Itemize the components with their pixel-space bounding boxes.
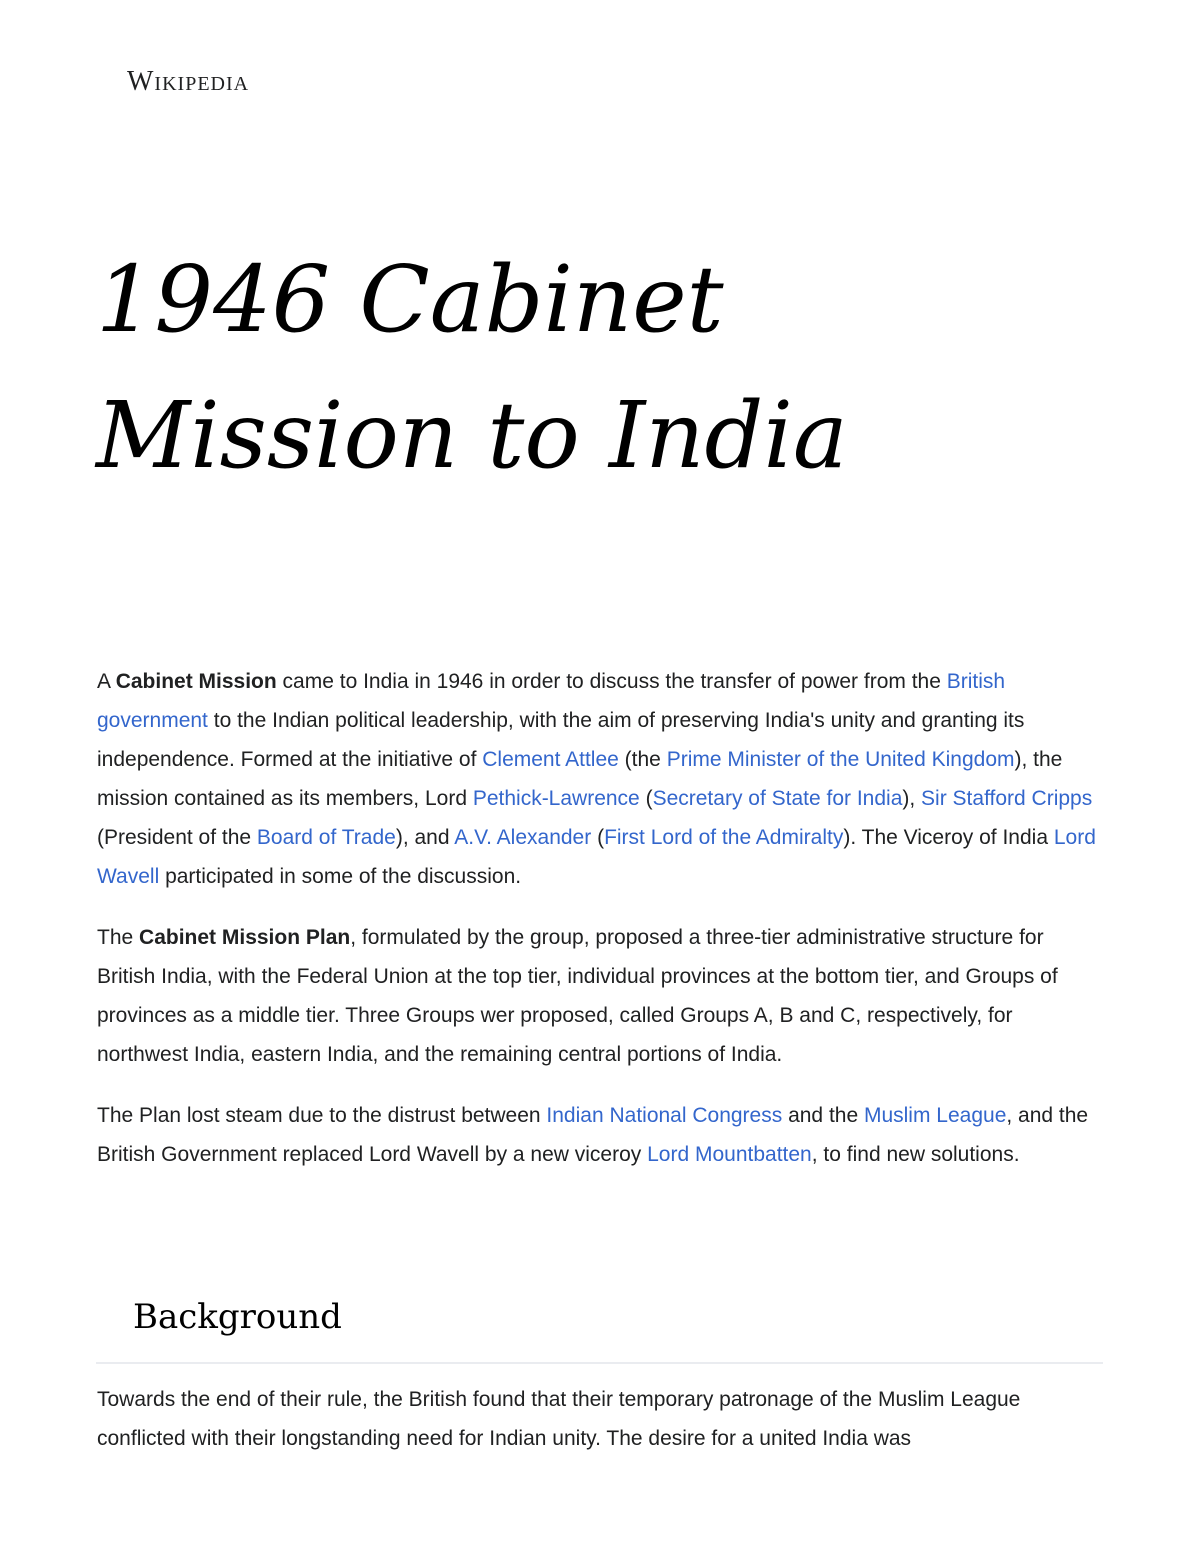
intro-paragraph-1: A Cabinet Mission came to India in 1946 in order to discuss the transfer of power from the British government to the Indian political leadership, with the aim of preserving India's unity and granting its independence. Formed at the initiative of Clement Attlee (the Prime Minister of the United Kingdom), the mission contained as its members, Lord Pethick-Lawrence (Secretary of State for India), Sir Stafford Cripps (President of the Board of Trade), and A.V. Alexander (First Lord of the Admiralty). The Viceroy of India Lord Wavell participated in some of the discussion.	[97, 670, 1096, 888]
link-stafford-cripps[interactable]: Sir Stafford Cripps	[921, 787, 1093, 810]
link-muslim-league[interactable]: Muslim League	[863, 1104, 1007, 1127]
link-indian-national-congress[interactable]: Indian National Congress	[546, 1104, 783, 1127]
link-board-of-trade[interactable]: Board of Trade	[256, 826, 396, 849]
link-lord-mountbatten[interactable]: Lord Mountbatten	[647, 1143, 812, 1166]
link-secretary-of-state-india[interactable]: Secretary of State for India	[652, 787, 903, 810]
intro-paragraph-3: The Plan lost steam due to the distrust between Indian National Congress and the Muslim League, and the British Government replaced Lord Wavell by a new viceroy Lord Mountbatten, to find new solutions.	[97, 1104, 1089, 1166]
background-paragraph-1: Towards the end of their rule, the British found that their temporary patronage of the Muslim League conflicted with their longstanding need for Indian unity. The desire for a united India was	[97, 1388, 1021, 1450]
section-header-background	[96, 1292, 1103, 1364]
article-body	[97, 662, 1107, 1196]
bold-term-cabinet-mission: Cabinet Mission	[115, 670, 277, 693]
title-line-1: 1946 Cabinet	[96, 246, 724, 353]
title-line-2: Mission to India	[96, 382, 848, 489]
section-heading: Background	[133, 1297, 342, 1337]
link-first-lord-admiralty[interactable]: First Lord of the Admiralty	[604, 826, 844, 849]
link-clement-attlee[interactable]: Clement Attlee	[482, 748, 619, 771]
wikipedia-logo[interactable]: Wikipedia	[127, 66, 250, 97]
link-prime-minister-uk[interactable]: Prime Minister of the United Kingdom	[666, 748, 1015, 771]
link-av-alexander[interactable]: A.V. Alexander	[454, 826, 592, 849]
background-section-body	[97, 1380, 1107, 1480]
intro-paragraph-2: The Cabinet Mission Plan, formulated by the group, proposed a three-tier administrative structure for British India, with the Federal Union at the top tier, individual provinces at the bottom tier, and Groups of provinces as a middle tier. Three Groups wer proposed, called Groups A, B and C, respectively, for northwest India, eastern India, and the remaining central portions of India.	[97, 926, 1058, 1066]
link-lord-wavell[interactable]: Lord Wavell	[97, 826, 1096, 888]
link-british-government[interactable]: British government	[97, 670, 1006, 732]
link-pethick-lawrence[interactable]: Pethick-Lawrence	[472, 787, 640, 810]
bold-term-cabinet-mission-plan: Cabinet Mission Plan	[139, 926, 351, 949]
page-title	[96, 232, 1096, 504]
